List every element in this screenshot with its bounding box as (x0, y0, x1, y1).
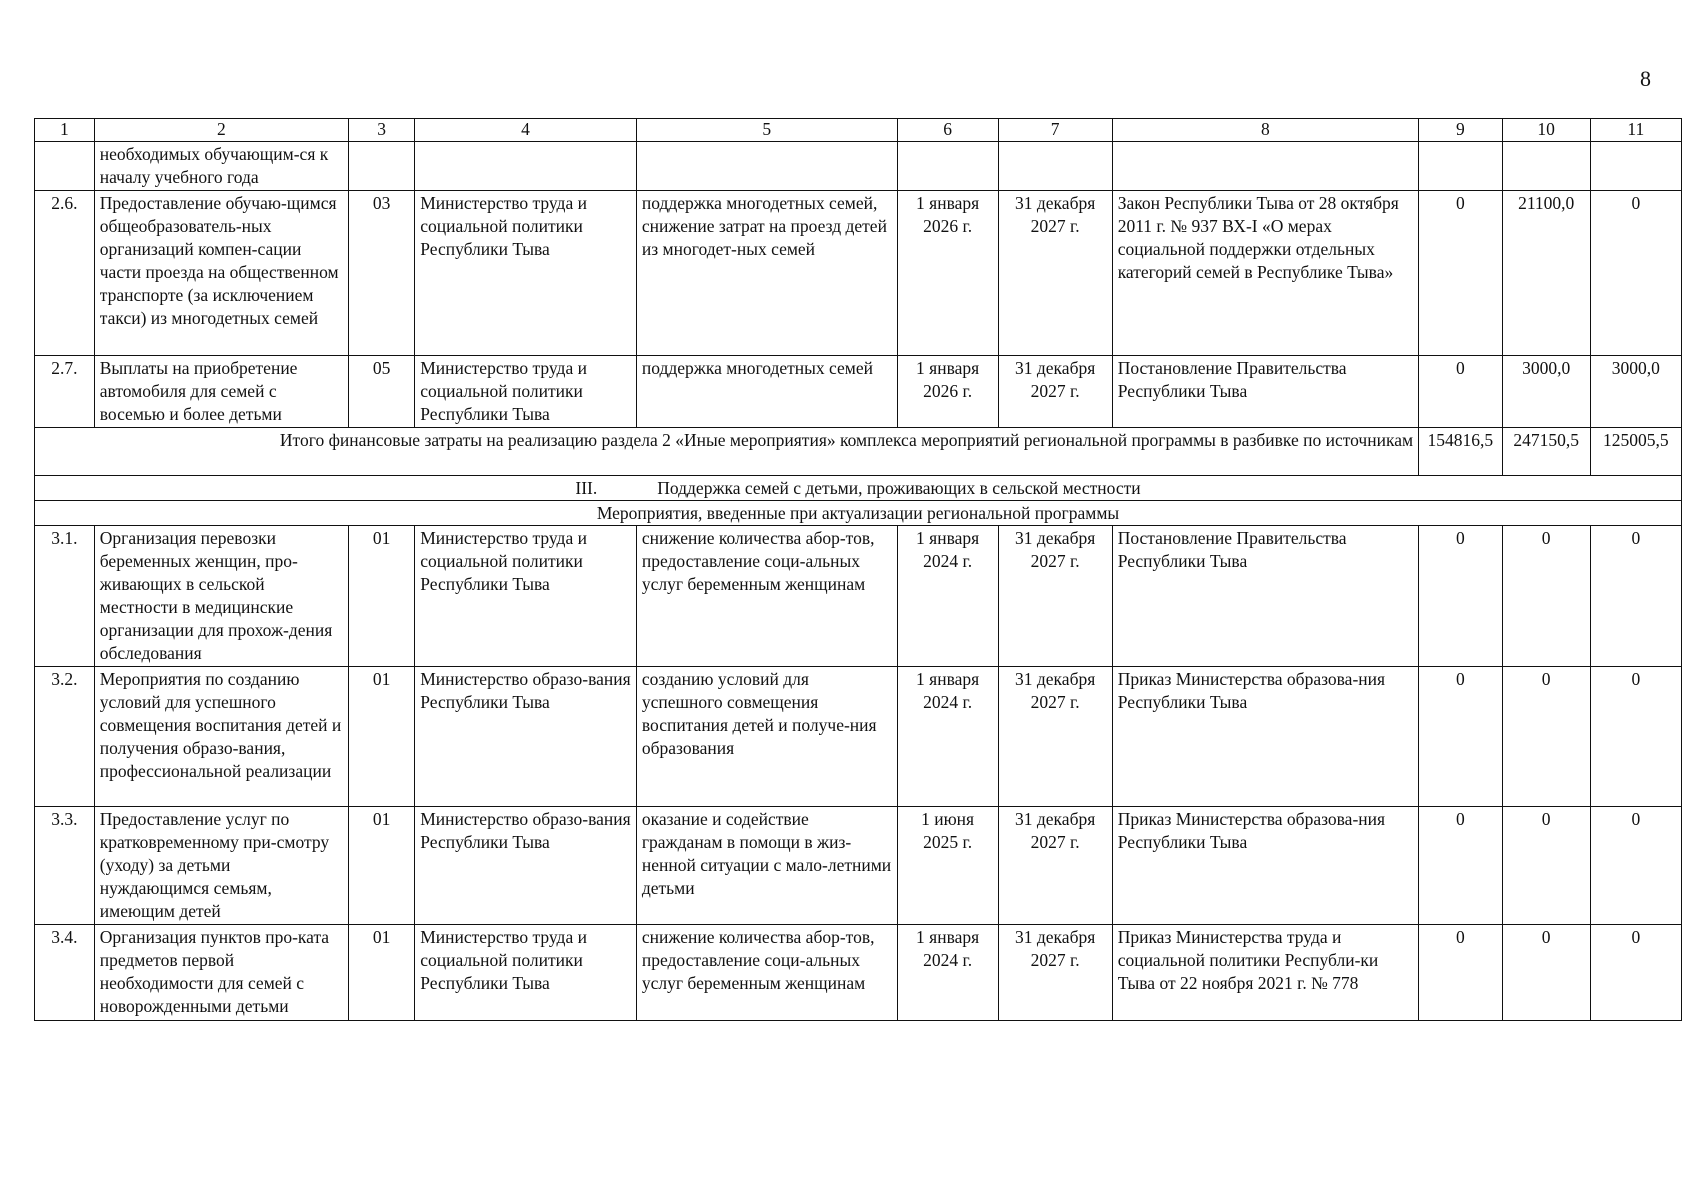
col-number: 6 (897, 119, 998, 142)
cell-num: 2.6. (35, 191, 95, 356)
col-number: 2 (94, 119, 348, 142)
col-number: 3 (348, 119, 414, 142)
total-v9: 154816,5 (1419, 428, 1503, 476)
section-title: Поддержка семей с детьми, проживающих в сельской местности (657, 478, 1141, 498)
cell-basis: Закон Республики Тыва от 28 октября 2011 г. № 937 ВХ-I «О мерах социальной поддержки отдельных категорий семей в Республике Тыва» (1112, 191, 1418, 356)
cell-end: 31 декабря 2027 г. (998, 191, 1112, 356)
cell-num: 3.4. (35, 925, 95, 1021)
cell-v9: 0 (1419, 667, 1503, 807)
section-heading (35, 476, 1682, 501)
cell-start: 1 января 2024 г. (897, 667, 998, 807)
cell-executor: Министерство образо-вания Республики Тыва (415, 807, 637, 925)
total-label: Итого финансовые затраты на реализацию раздела 2 «Иные мероприятия» комплекса мероприятий региональной программы в разбивке по источникам (35, 428, 1419, 476)
cell-result: созданию условий для успешного совмещения воспитания детей и получе-ния образования (636, 667, 897, 807)
cell-code: 03 (348, 191, 414, 356)
col-number: 1 (35, 119, 95, 142)
cell-name: Организация пунктов про-ката предметов первой необходимости для семей с новорожденными детьми (94, 925, 348, 1021)
cell-result: снижение количества абор-тов, предоставление соци-альных услуг беременным женщинам (636, 925, 897, 1021)
table-row (35, 807, 1682, 925)
cell-name: Предоставление услуг по кратковременному при-смотру (уходу) за детьми нуждающимся семьям, имеющим детей (94, 807, 348, 925)
cell-end: 31 декабря 2027 г. (998, 925, 1112, 1021)
cell-start: 1 января 2026 г. (897, 191, 998, 356)
cell-basis (1112, 142, 1418, 191)
table-row (35, 667, 1682, 807)
cell-executor: Министерство труда и социальной политики Республики Тыва (415, 191, 637, 356)
cell-v10: 0 (1502, 925, 1590, 1021)
cell-name: Мероприятия по созданию условий для успешного совмещения воспитания детей и получения образо-вания, профессиональной реализации (94, 667, 348, 807)
cell-name: Предоставление обучаю-щимся общеобразователь-ных организаций компен-сации части проезда на общественном транспорте (за исключением такси) из многодетных семей (94, 191, 348, 356)
cell-v11 (1590, 142, 1681, 191)
cell-name: необходимых обучающим-ся к началу учебного года (94, 142, 348, 191)
cell-v9: 0 (1419, 356, 1503, 428)
cell-end (998, 142, 1112, 191)
program-table (34, 118, 1682, 1021)
cell-v10: 21100,0 (1502, 191, 1590, 356)
cell-start: 1 января 2024 г. (897, 526, 998, 667)
col-number: 4 (415, 119, 637, 142)
cell-v11: 0 (1590, 526, 1681, 667)
cell-executor (415, 142, 637, 191)
cell-basis: Приказ Министерства образова-ния Республики Тыва (1112, 807, 1418, 925)
cell-v11: 0 (1590, 191, 1681, 356)
col-number: 8 (1112, 119, 1418, 142)
cell-v10: 3000,0 (1502, 356, 1590, 428)
cell-num: 2.7. (35, 356, 95, 428)
cell-v9: 0 (1419, 191, 1503, 356)
cell-num (35, 142, 95, 191)
cell-end: 31 декабря 2027 г. (998, 807, 1112, 925)
cell-basis: Постановление Правительства Республики Тыва (1112, 526, 1418, 667)
cell-v10: 0 (1502, 667, 1590, 807)
cell-result (636, 142, 897, 191)
cell-code: 01 (348, 526, 414, 667)
cell-executor: Министерство труда и социальной политики Республики Тыва (415, 526, 637, 667)
cell-start: 1 января 2024 г. (897, 925, 998, 1021)
cell-v11: 0 (1590, 925, 1681, 1021)
cell-result: снижение количества абор-тов, предоставление соци-альных услуг беременным женщинам (636, 526, 897, 667)
cell-end: 31 декабря 2027 г. (998, 356, 1112, 428)
cell-end: 31 декабря 2027 г. (998, 667, 1112, 807)
cell-result: поддержка многодетных семей, снижение затрат на проезд детей из многодет-ных семей (636, 191, 897, 356)
cell-v9: 0 (1419, 807, 1503, 925)
cell-start (897, 142, 998, 191)
cell-v9: 0 (1419, 925, 1503, 1021)
cell-v11: 3000,0 (1590, 356, 1681, 428)
cell-num: 3.1. (35, 526, 95, 667)
cell-v10: 0 (1502, 807, 1590, 925)
cell-num: 3.2. (35, 667, 95, 807)
cell-v10: 0 (1502, 526, 1590, 667)
cell-executor: Министерство труда и социальной политики Республики Тыва (415, 356, 637, 428)
column-numbers-row (35, 119, 1682, 142)
total-row (35, 428, 1682, 476)
cell-executor: Министерство труда и социальной политики Республики Тыва (415, 925, 637, 1021)
cell-name: Выплаты на приобретение автомобиля для семей с восемью и более детьми (94, 356, 348, 428)
col-number: 5 (636, 119, 897, 142)
cell-end: 31 декабря 2027 г. (998, 526, 1112, 667)
cell-code: 01 (348, 667, 414, 807)
page-number: 8 (1640, 66, 1651, 91)
cell-num: 3.3. (35, 807, 95, 925)
col-number: 11 (1590, 119, 1681, 142)
col-number: 7 (998, 119, 1112, 142)
cell-code: 01 (348, 807, 414, 925)
col-number: 10 (1502, 119, 1590, 142)
cell-code (348, 142, 414, 191)
table-row (35, 191, 1682, 356)
subsection-heading: Мероприятия, введенные при актуализации региональной программы (35, 501, 1682, 526)
section-number: III. (575, 478, 598, 498)
table-row (35, 925, 1682, 1021)
cell-code: 01 (348, 925, 414, 1021)
cell-v10 (1502, 142, 1590, 191)
cell-code: 05 (348, 356, 414, 428)
cell-basis: Приказ Министерства образова-ния Республики Тыва (1112, 667, 1418, 807)
cell-result: оказание и содействие гражданам в помощи в жиз-ненной ситуации с мало-летними детьми (636, 807, 897, 925)
table-row (35, 356, 1682, 428)
table-row (35, 526, 1682, 667)
cell-basis: Приказ Министерства труда и социальной политики Республи-ки Тыва от 22 ноября 2021 г. № 778 (1112, 925, 1418, 1021)
total-v11: 125005,5 (1590, 428, 1681, 476)
total-v10: 247150,5 (1502, 428, 1590, 476)
cell-start: 1 января 2026 г. (897, 356, 998, 428)
table-row (35, 142, 1682, 191)
cell-result: поддержка многодетных семей (636, 356, 897, 428)
col-number: 9 (1419, 119, 1503, 142)
cell-v11: 0 (1590, 807, 1681, 925)
subsection-row (35, 501, 1682, 526)
cell-v9 (1419, 142, 1503, 191)
cell-v11: 0 (1590, 667, 1681, 807)
cell-start: 1 июня 2025 г. (897, 807, 998, 925)
cell-v9: 0 (1419, 526, 1503, 667)
cell-name: Организация перевозки беременных женщин, про-живающих в сельской местности в медицинские организации для прохож-дения обследования (94, 526, 348, 667)
section-row (35, 476, 1682, 501)
cell-basis: Постановление Правительства Республики Тыва (1112, 356, 1418, 428)
cell-executor: Министерство образо-вания Республики Тыва (415, 667, 637, 807)
